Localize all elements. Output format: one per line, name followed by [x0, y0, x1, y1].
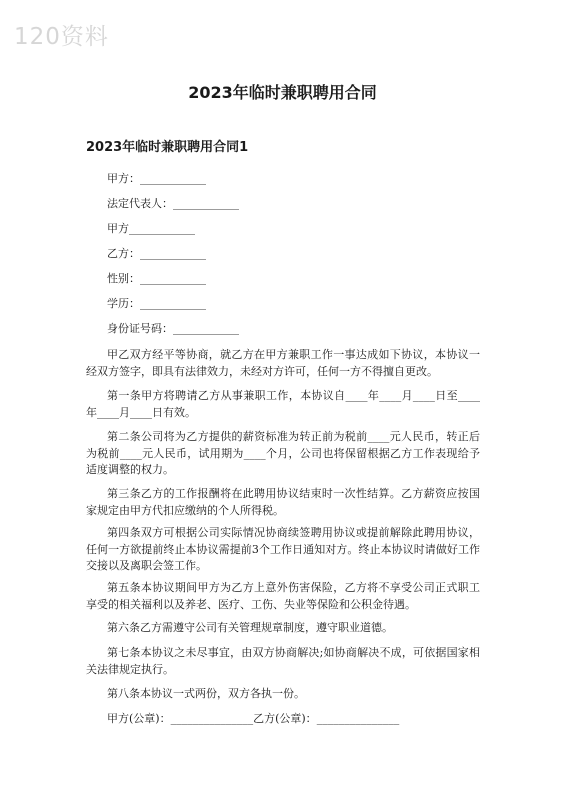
field-label: 甲方：: [107, 172, 140, 185]
party-a-seal-label: 甲方(公章)：: [107, 712, 171, 725]
watermark-logo: 120资料: [14, 24, 109, 50]
field-blank: ____________: [173, 322, 239, 335]
signature-line: [107, 712, 399, 726]
paragraph-article-8: 第八条本协议一式两份，双方各执一份。: [107, 687, 305, 700]
field-label: 法定代表人：: [107, 197, 173, 210]
field-label: 乙方：: [107, 247, 140, 260]
paragraph-article-6: 第六条乙方需遵守公司有关管理规章制度，遵守职业道德。: [107, 621, 393, 634]
field-blank: ____________: [140, 172, 206, 185]
paragraph-article-4: 第四条双方可根据公司实际情况协商续签聘用协议或提前解除此聘用协议，任何一方欲提前终止本协议需提前3个工作日通知对方。终止本协议时请做好工作交接以及离职会签工作。: [86, 526, 480, 573]
field-party-a-2: [107, 222, 195, 236]
party-b-seal-blank: _______________: [316, 712, 400, 725]
paragraph-article-2: 第二条公司将为乙方提供的薪资标准为转正前为税前____元人民币，转正后为税前____元人民币，试用期为____个月，公司也将保留根据乙方工作表现给予适度调整的权力。: [86, 430, 480, 477]
field-id-number: [107, 322, 239, 336]
field-legal-representative: [107, 197, 239, 211]
field-party-b: [107, 247, 206, 261]
field-label: 甲方: [107, 222, 129, 235]
paragraph-article-5: 第五条本协议期间甲方为乙方上意外伤害保险，乙方将不享受公司正式职工享受的相关福利以及养老、医疗、工伤、失业等保险和公积金待遇。: [86, 581, 480, 611]
paragraph-article-3: 第三条乙方的工作报酬将在此聘用协议结束时一次性结算。乙方薪资应按国家规定由甲方代扣应缴纳的个人所得税。: [86, 487, 480, 517]
field-label: 学历：: [107, 297, 140, 310]
field-label: 性别：: [107, 272, 140, 285]
field-gender: [107, 272, 206, 286]
paragraph-article-7: 第七条本协议之未尽事宜，由双方协商解决;如协商解决不成，可依据国家相关法律规定执行。: [86, 646, 480, 676]
field-party-a: [107, 172, 206, 186]
field-blank: ____________: [140, 297, 206, 310]
field-education: [107, 297, 206, 311]
field-blank: ____________: [129, 222, 195, 235]
section-title: 2023年临时兼职聘用合同1: [86, 140, 249, 155]
paragraph-article-1: 第一条甲方将聘请乙方从事兼职工作，本协议自____年____月____日至____年____月____日有效。: [86, 389, 480, 419]
field-blank: ____________: [140, 247, 206, 260]
party-b-seal-label: 乙方(公章)：: [253, 712, 317, 725]
paragraph-preamble: 甲乙双方经平等协商，就乙方在甲方兼职工作一事达成如下协议，本协议一经双方签字，即具有法律效力，未经对方许可，任何一方不得擅自更改。: [86, 348, 480, 378]
field-label: 身份证号码：: [107, 322, 173, 335]
field-blank: ____________: [140, 272, 206, 285]
field-blank: ____________: [173, 197, 239, 210]
party-a-seal-blank: _______________: [170, 712, 254, 725]
document-title: 2023年临时兼职聘用合同: [188, 83, 377, 102]
